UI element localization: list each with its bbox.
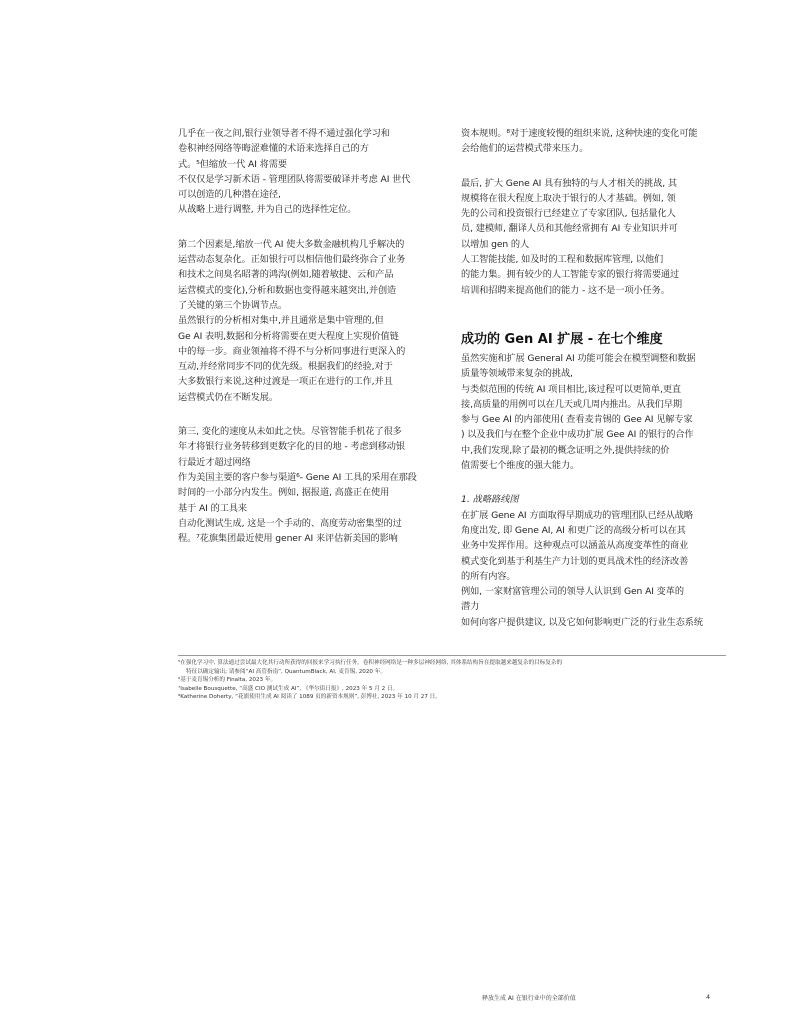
text-line: 自动化测试生成, 这是一个手动的、高度劳动密集型的过 [178, 517, 402, 529]
text-line: 规模将在很大程度上取决于银行的人才基础。例如, 领 [461, 192, 676, 204]
text-line: 可以创造的几种潜在途径, [178, 189, 281, 201]
text-line: 虽然银行的分析相对集中,并且通常是集中管理的,但 [178, 315, 384, 327]
text-line: 员, 建模师, 翻译人员和其他经常拥有 AI 专业知识并可 [461, 223, 678, 235]
text-line: 业务中发挥作用。这种观点可以涵盖从高度变革性的商业 [461, 540, 689, 552]
footnote: ⁵在强化学习中, 算法通过尝试最大化其行动所获得的回报来学习执行任务。卷积神经网络是一种多层神经网络, 其体系结构旨在提取越来越复杂的目标复杂的 [178, 660, 563, 666]
text-line: 的所有内容。 [461, 570, 516, 582]
text-line: 角度出发, 即 Gene AI, AI 和更广泛的高级分析可以在其 [461, 524, 686, 536]
section-heading: 成功的 Gen AI 扩展 - 在七个维度 [461, 331, 663, 347]
text-line: 例如, 一家财富管理公司的领导人认识到 Gen AI 变革的 [461, 586, 684, 598]
text-line: 行最近才超过网络 [178, 456, 251, 468]
text-line: 参与 Gee AI 的内部使用( 查看麦肯锡的 Gee AI 见解专家 [461, 414, 693, 426]
footnote: ⁷Isabelle Bousquette, “高盛 CIO 测试生成 AI”, 《华尔街日报》, 2023 年 5 月 2 日。 [178, 685, 399, 692]
paragraph-1 [461, 126, 733, 157]
subsection-heading: 1. 战略路线图 [461, 494, 519, 506]
text-line: 几乎在一夜之间,银行业领导者不得不通过强化学习和 [178, 128, 390, 139]
text-line: 了关键的第三个协调节点。 [178, 299, 288, 311]
paragraph-2 [178, 237, 440, 313]
text-line: 卷积神经网络等晦涩难懂的术语来选择自己的方 [178, 143, 369, 155]
right-column [461, 126, 733, 630]
text-line: 大多数银行来说,这种过渡是一项正在进行的工作,并且 [178, 376, 393, 388]
left-column [178, 126, 440, 546]
footnote: ⁸Katherine Doherty, “花旗使用生成 AI 阅读了 1089 页的新资本规则”, 彭博社, 2023 年 10 月 27 日。 [178, 694, 441, 701]
text-line: 会给他们的运营模式带来压力。 [461, 143, 589, 155]
text-line: 作为美国主要的客户参与渠道⁶- Gene AI 工具的采用在那段 [178, 471, 417, 483]
paragraph-3 [178, 313, 440, 405]
paragraph-3 [461, 351, 733, 473]
text-line: 第二个因素是,缩放一代 AI 使大多数金融机构几乎解决的 [178, 238, 405, 250]
footnote: ⁶基于麦肯锡分析的 Finalta, 2023 年。 [178, 677, 277, 684]
text-line: 中的每一步。商业领袖将不得不与分析同事进行更深入的 [178, 345, 406, 357]
text-line: 从战略上进行调整, 并为自己的选择性定位。 [178, 204, 357, 216]
text-line: 培训和招聘来提高他们的能力 - 这不是一项小任务。 [461, 284, 670, 296]
text-line: 最后, 扩大 Gene AI 具有独特的与人才相关的挑战, 其 [461, 177, 677, 189]
text-line: 人工智能技能, 如及时的工程和数据库管理, 以他们 [461, 254, 664, 266]
text-line: 潜力 [461, 601, 480, 613]
footnote-continuation: 特征以确定输出; 请参阅“AI 高管指南”, QuantumBlack, AI, 麦肯锡, 2020 年。 [186, 668, 386, 675]
footnotes [178, 655, 726, 702]
paragraph-4 [178, 424, 440, 546]
page-footer [0, 993, 791, 1007]
paragraph-2 [461, 176, 733, 298]
text-line: 年才将银行业务转移到更数字化的目的地 - 考虑到移动银 [178, 441, 405, 453]
text-line: 不仅仅是学习新术语 - 管理团队将需要破译并考虑 AI 世代 [178, 173, 411, 185]
text-line: 质量等领域带来复杂的挑战, [461, 368, 573, 380]
text-line: 中,我们发现,除了最初的概念证明之外,提供持续的价 [461, 444, 670, 456]
page-number: 4 [706, 993, 711, 1001]
text-line: 资本规则。⁸对于速度较慢的组织来说, 这种快速的变化可能 [461, 128, 698, 139]
text-line: ) 以及我们与在整个企业中成功扩展 Gee AI 的银行的合作 [461, 429, 694, 441]
text-line: 程。⁷花旗集团最近使用 gener AI 来评估新美国的影响 [178, 533, 398, 545]
text-line: 在扩展 Gene AI 方面取得早期成功的管理团队已经从战略 [461, 509, 693, 521]
paragraph-1 [178, 126, 440, 218]
text-line: 模式变化到基于利基生产力计划的更具战术性的经济改善 [461, 555, 689, 567]
text-line: 接,高质量的用例可以在几天或几周内推出。从我们早期 [461, 398, 682, 410]
text-line: 运营模式仍在不断发展。 [178, 391, 278, 403]
text-line: 运营模式的变化),分析和数据也变得越来越突出,并创造 [178, 284, 397, 296]
text-line: Ge AI 表明,数据和分析将需要在更大程度上实现价值链 [178, 330, 399, 342]
text-line: 先的公司和投资银行已经建立了专家团队, 包括量化人 [461, 208, 676, 220]
text-line: 与类似范围的传统 AI 项目相比,该过程可以更简单,更直 [461, 383, 682, 395]
text-line: 互动,并经常同步不同的优先级。根据我们的经验,对于 [178, 361, 393, 373]
text-line: 基于 AI 的工具来 [178, 502, 247, 514]
text-line: 式。⁵但缩放一代 AI 将需要 [178, 158, 287, 170]
text-line: 运营动态复杂化。正如银行可以相信他们最终弥合了业务 [178, 254, 406, 266]
text-line: 以增加 gen 的人 [461, 238, 530, 250]
paragraph-4 [461, 508, 733, 630]
text-line: 第三, 变化的速度从未如此之快。尽管智能手机花了很多 [178, 426, 402, 438]
text-line: 虽然实施和扩展 General AI 功能可能会在模型调整和数据 [461, 352, 696, 364]
text-line: 值需要七个维度的强大能力。 [461, 460, 580, 472]
text-line: 和技术之间臭名昭著的鸿沟(例如,随着敏捷、云和产品 [178, 269, 394, 281]
text-line: 如何向客户提供建议, 以及它如何影响更广泛的行业生态系统 [461, 616, 703, 628]
text-line: 时间的一小部分内发生。例如, 据报道, 高盛正在使用 [178, 487, 390, 499]
text-line: 的能力集。拥有较少的人工智能专家的银行将需要通过 [461, 269, 680, 281]
footer-title: 释放生成 AI 在银行业中的全部价值 [482, 995, 576, 1002]
